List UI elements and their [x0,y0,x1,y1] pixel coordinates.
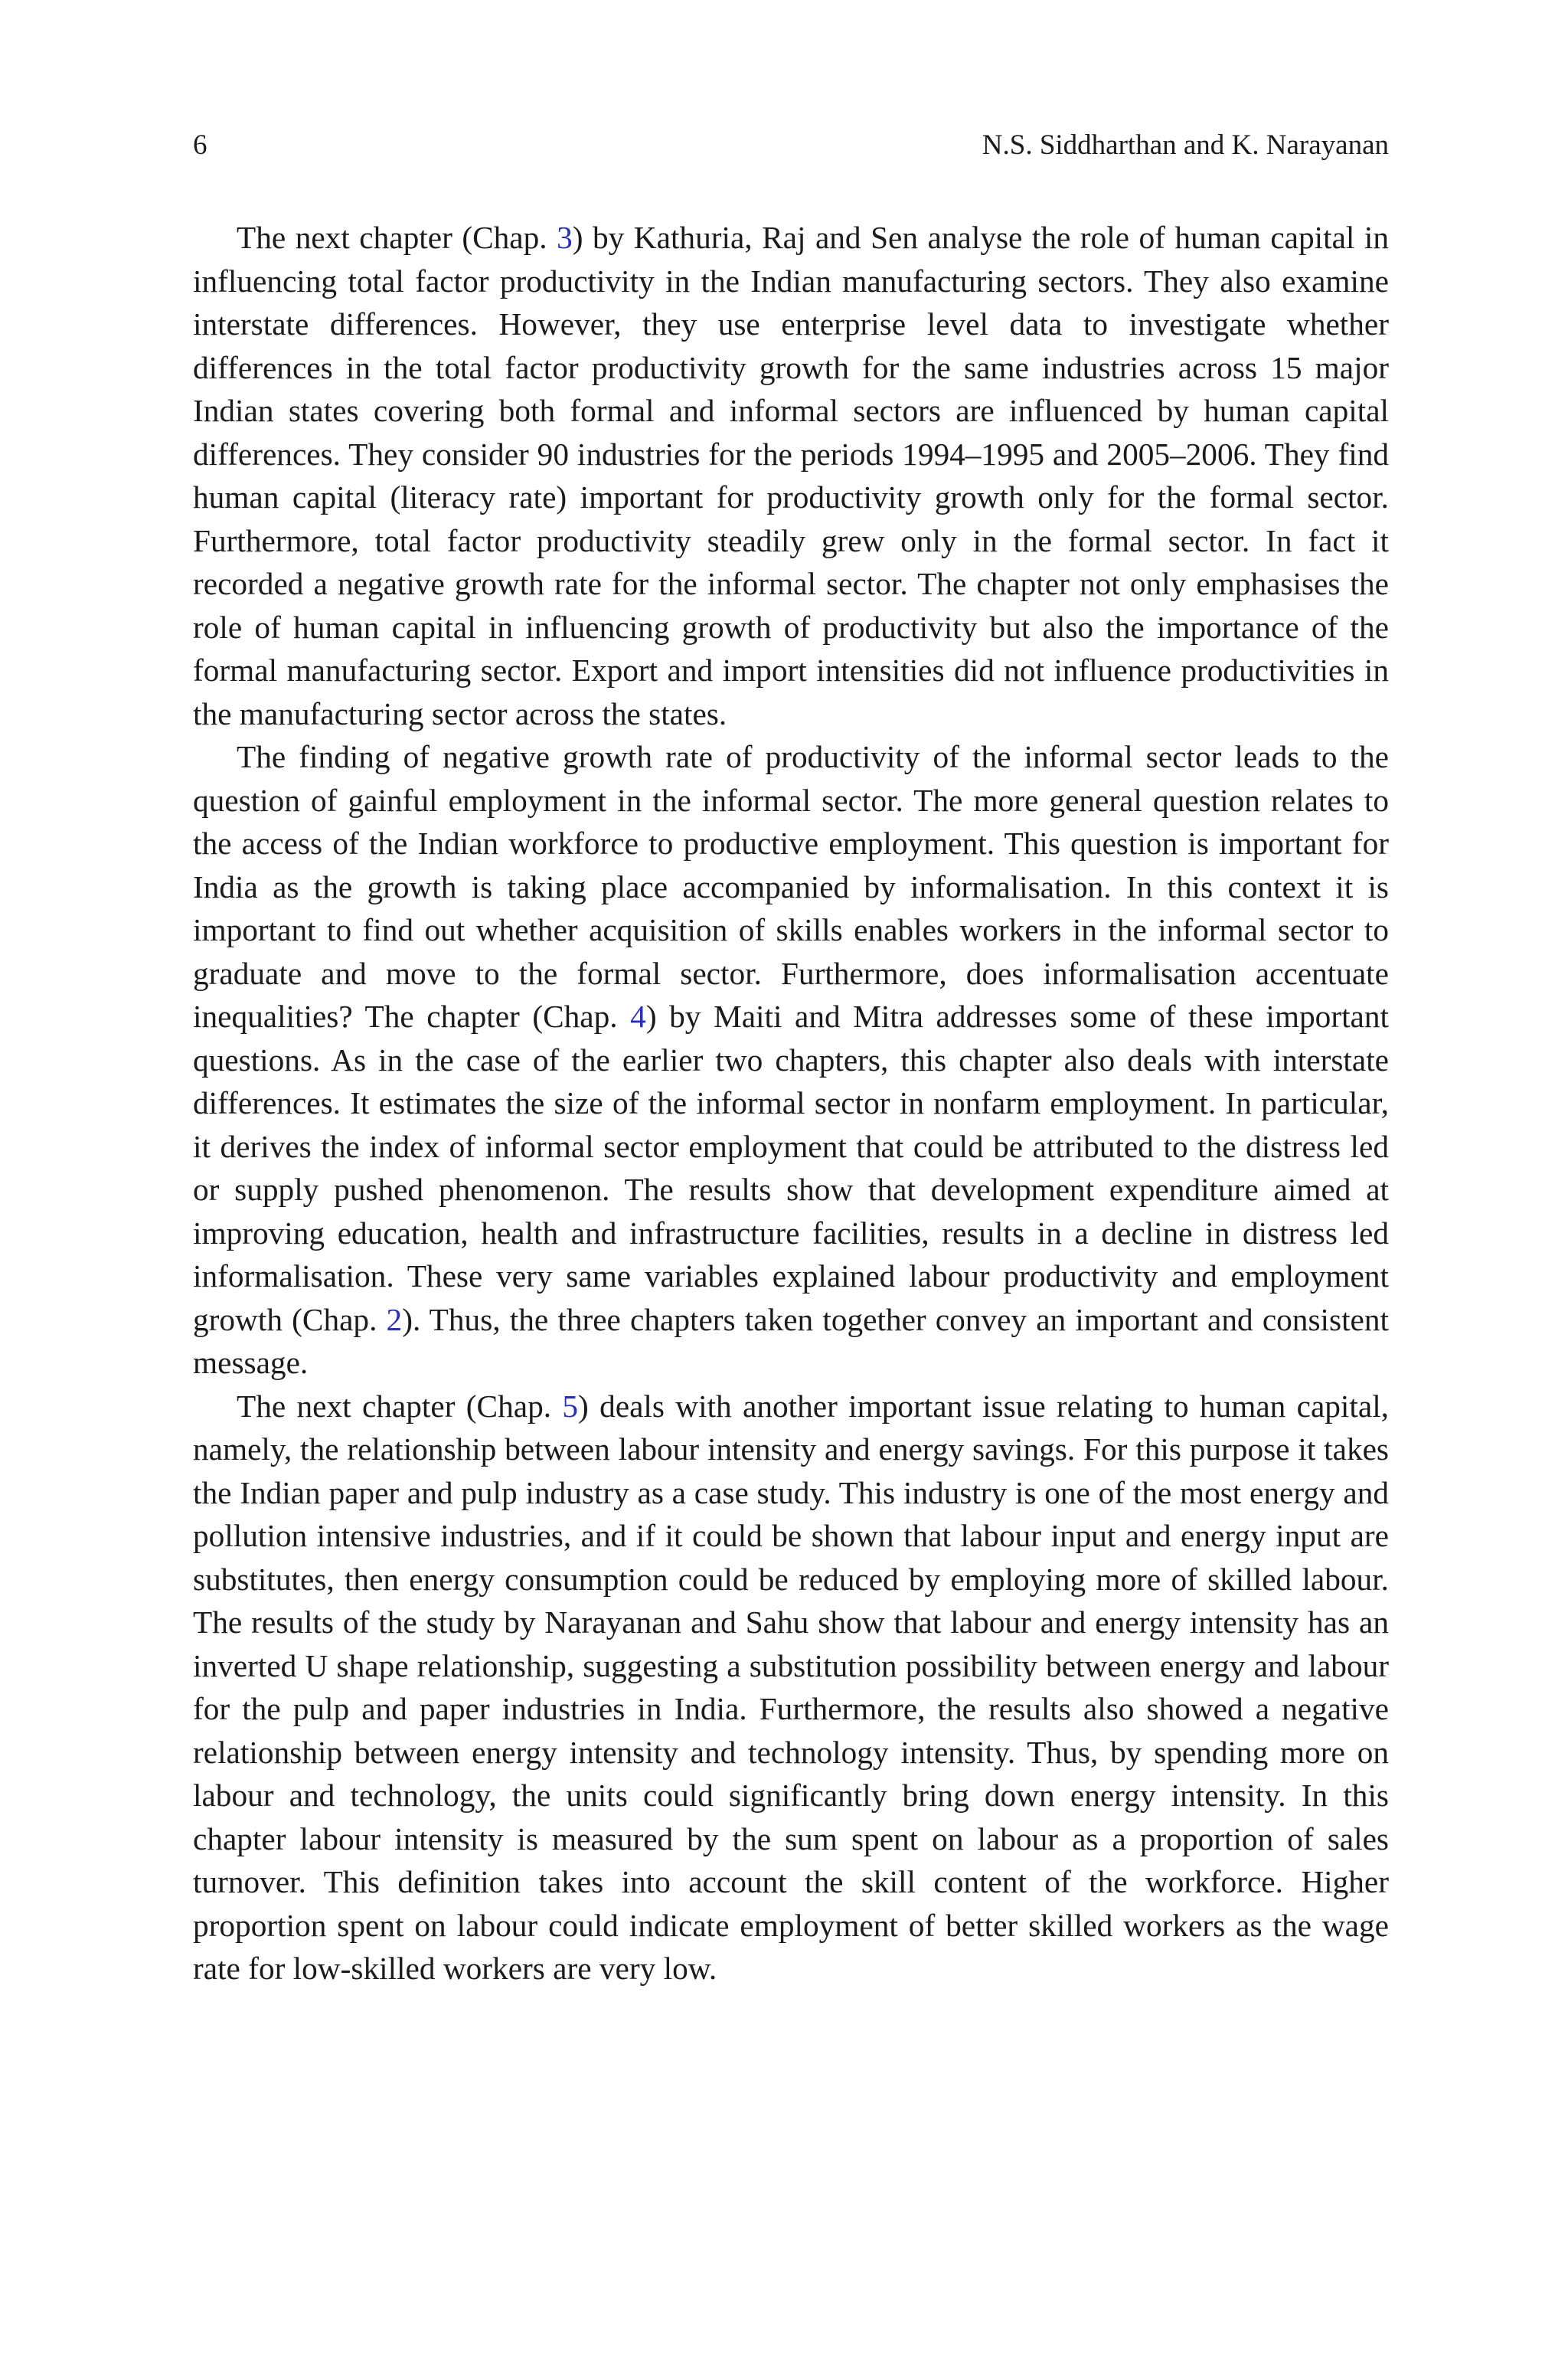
paragraph-3 [193,1385,1389,1990]
paragraph-text: ) by Maiti and Mitra addresses some of these important questions. As in the case of the earlier two chapters, this chapter also deals with interstate differences. It estimates the size of the informal sector in nonfarm employment. In particular, it derives the index of informal sector employment that could be attributed to the distress led or supply pushed phenomenon. The results show that development expenditure aimed at improving education, health and infrastructure facilities, results in a decline in distress led informalisation. These very same variables explained labour productivity and employment growth (Chap. [193,999,1390,1337]
body-text [193,216,1389,1990]
paragraph-2 [193,735,1389,1385]
chapter-2-link[interactable]: 2 [386,1301,403,1337]
chapter-5-link[interactable]: 5 [562,1388,579,1424]
paragraph-text: ). Thus, the three chapters taken together convey an important and consistent message. [193,1301,1389,1380]
paragraph-text: The finding of negative growth rate of productivity of the informal sector leads to the question of gainful employment in the informal sector. The more general question relates to the access of the Indian workforce to productive employment. This question is important for India as the growth is taking place accompanied by informalisation. In this context it is important to find out whether acquisition of skills enables workers in the informal sector to graduate and move to the formal sector. Furthermore, does informalisation accentuate inequalities? The chapter (Chap. [193,739,1389,1034]
chapter-3-link[interactable]: 3 [557,220,573,255]
page-number: 6 [193,129,207,161]
paragraph-text: The next chapter (Chap. [237,1388,563,1424]
paragraph-text: ) deals with another important issue relating to human capital, namely, the relationship between labour intensity and energy savings. For this purpose it takes the Indian paper and pulp industry as a case study. This industry is one of the most energy and pollution intensive industries, and if it could be shown that labour input and energy input are substitutes, then energy consumption could be reduced by employing more of skilled labour. The results of the study by Narayanan and Sahu show that labour and energy intensity has an inverted U shape relationship, suggesting a substitution possibility between energy and labour for the pulp and paper industries in India. Furthermore, the results also showed a negative relationship between energy intensity and technology intensity. Thus, by spending more on labour and technology, the units could significantly bring down energy intensity. In this chapter labour intensity is measured by the sum spent on labour as a proportion of sales turnover. This definition takes into account the skill content of the workforce. Higher proportion spent on labour could indicate employment of better skilled workers as the wage rate for low-skilled workers are very low. [193,1388,1390,1986]
running-head [193,127,1389,164]
paragraph-text: The next chapter (Chap. [237,220,557,255]
running-head-authors: N.S. Siddharthan and K. Narayanan [982,129,1389,161]
paragraph-text: ) by Kathuria, Raj and Sen analyse the role of human capital in influencing total factor productivity in the Indian manufacturing sectors. They also examine interstate differences. However, they use enterprise level data to investigate whether differences in the total factor productivity growth for the same industries across 15 major Indian states covering both formal and informal sectors are influenced by human capital differences. They consider 90 industries for the periods 1994–1995 and 2005–2006. They find human capital (literacy rate) important for productivity growth only for the formal sector. Furthermore, total factor productivity steadily grew only in the formal sector. In fact it recorded a negative growth rate for the informal sector. The chapter not only emphasises the role of human capital in influencing growth of productivity but also the importance of the formal manufacturing sector. Export and import intensities did not influence productivities in the manufacturing sector across the states. [193,220,1390,731]
chapter-4-link[interactable]: 4 [630,999,646,1034]
paragraph-1 [193,216,1389,735]
